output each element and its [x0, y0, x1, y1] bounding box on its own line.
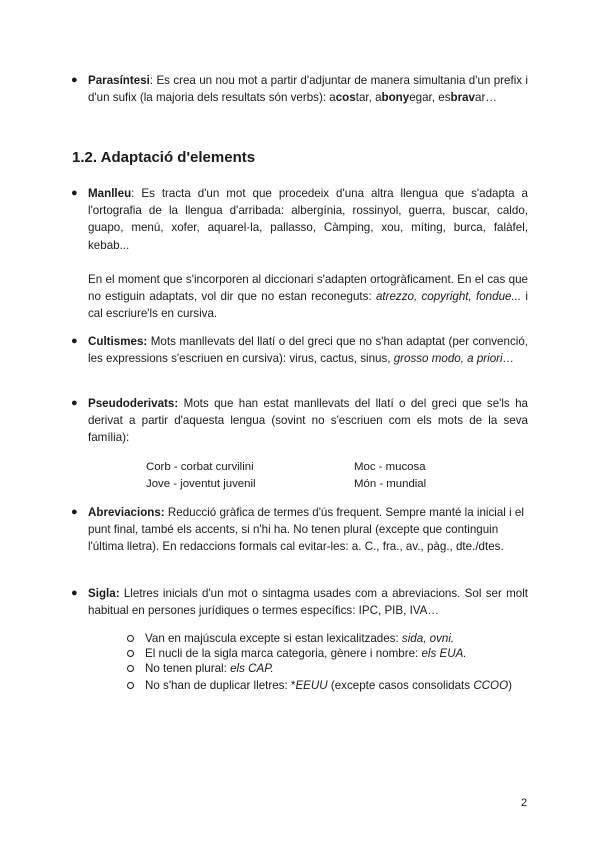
- example-right: Món - mundial: [354, 478, 427, 491]
- circle-bullet: [127, 665, 134, 672]
- subitem-text: No tenen plural: els CAP.: [145, 662, 274, 675]
- subitem-text: El nucli de la sigla marca categoria, gènere i nombre: els EUA.: [145, 647, 467, 660]
- bullet: ●: [71, 397, 78, 409]
- bullet: ●: [71, 187, 78, 199]
- abreviacions-item: [71, 504, 528, 556]
- example-left: Jove - joventut juvenil: [146, 478, 256, 491]
- manlleu-item: [71, 185, 528, 322]
- circle-bullet: [127, 635, 134, 642]
- circle-bullet: [127, 650, 134, 657]
- sigla-text: Sigla: Lletres inicials d'un mot o sintagma usades com a abreviacions. Sol ser molt habitual en persones jurídiques o termes específics: IPC, PIB, IVA…: [88, 587, 528, 618]
- example-right: Moc - mucosa: [354, 461, 426, 473]
- bullet: ●: [71, 587, 78, 599]
- abreviacions-text: Abreviacions: Reducció gràfica de termes d'ús frequent. Sempre manté la inicial i el punt final, també els accents, si n'hi ha. No tenen plural (excepte que continguin l'última lletra). En redaccions formals cal evitar-les: a. C., fra., av., pàg., dte./dtes.: [88, 506, 524, 554]
- example-left: Corb - corbat curvilini: [146, 461, 254, 473]
- section-heading: 1.2. Adaptació d'elements: [72, 149, 256, 166]
- manlleu-text: Manlleu: Es tracta d'un mot que procedeix d'una altra llengua que s'adapta a l'ortografia de la llengua d'arribada: albergínia, rossinyol, guerra, buscar, caldo, guapo, menú, xofer, aquarel·la, pallasso, Càmping, xou, míting, burca, falàfel, kebab...: [88, 187, 528, 252]
- bullet: ●: [71, 74, 78, 86]
- bullet: ●: [71, 335, 78, 347]
- sigla-subitem: [145, 677, 528, 694]
- example-row: [146, 476, 476, 493]
- pseudoderivats-examples: [146, 459, 476, 493]
- example-row: [146, 459, 476, 476]
- sigla-subitem: [145, 660, 528, 677]
- cultismes-item: [71, 333, 528, 367]
- sigla-item: [71, 585, 528, 619]
- cultismes-text: Cultismes: Mots manllevats del llatí o del greci que no s'han adaptat (per convenció, les expressions s'escriuen en cursiva): virus, cactus, sinus, grosso modo, a priori…: [88, 335, 528, 366]
- subitem-text: Van en majúscula excepte si estan lexicalitzades: sida, ovni.: [145, 632, 455, 645]
- parasintesi-text: Parasíntesi: Es crea un nou mot a partir d'adjuntar de manera simultania d'un prefix i d'un sufix (la majoria dels resultats són verbs): acostar, abonyegar, esbravar…: [88, 74, 528, 105]
- subitem-text: No s'han de duplicar lletres: *EEUU (excepte casos consolidats CCOO): [145, 679, 512, 692]
- manlleu-paragraph-2: En el moment que s'incorporen al diccionari s'adapten ortogràficament. En el cas que no estiguin adaptats, vol dir que no estan reconeguts: atrezzo, copyright, fondue... i cal escriure'ls en cursiva.: [88, 272, 528, 321]
- bullet: ●: [71, 506, 78, 518]
- parasintesi-item: [71, 72, 528, 106]
- circle-bullet: [127, 682, 134, 689]
- pseudoderivats-item: [71, 395, 528, 447]
- pseudoderivats-text: Pseudoderivats: Mots que han estat manllevats del llatí o del greci que se'ls ha derivat a partir d'aquesta lengua (sovint no s'escriuen com els mots de la seva família):: [88, 397, 528, 445]
- page-number: 2: [521, 797, 528, 809]
